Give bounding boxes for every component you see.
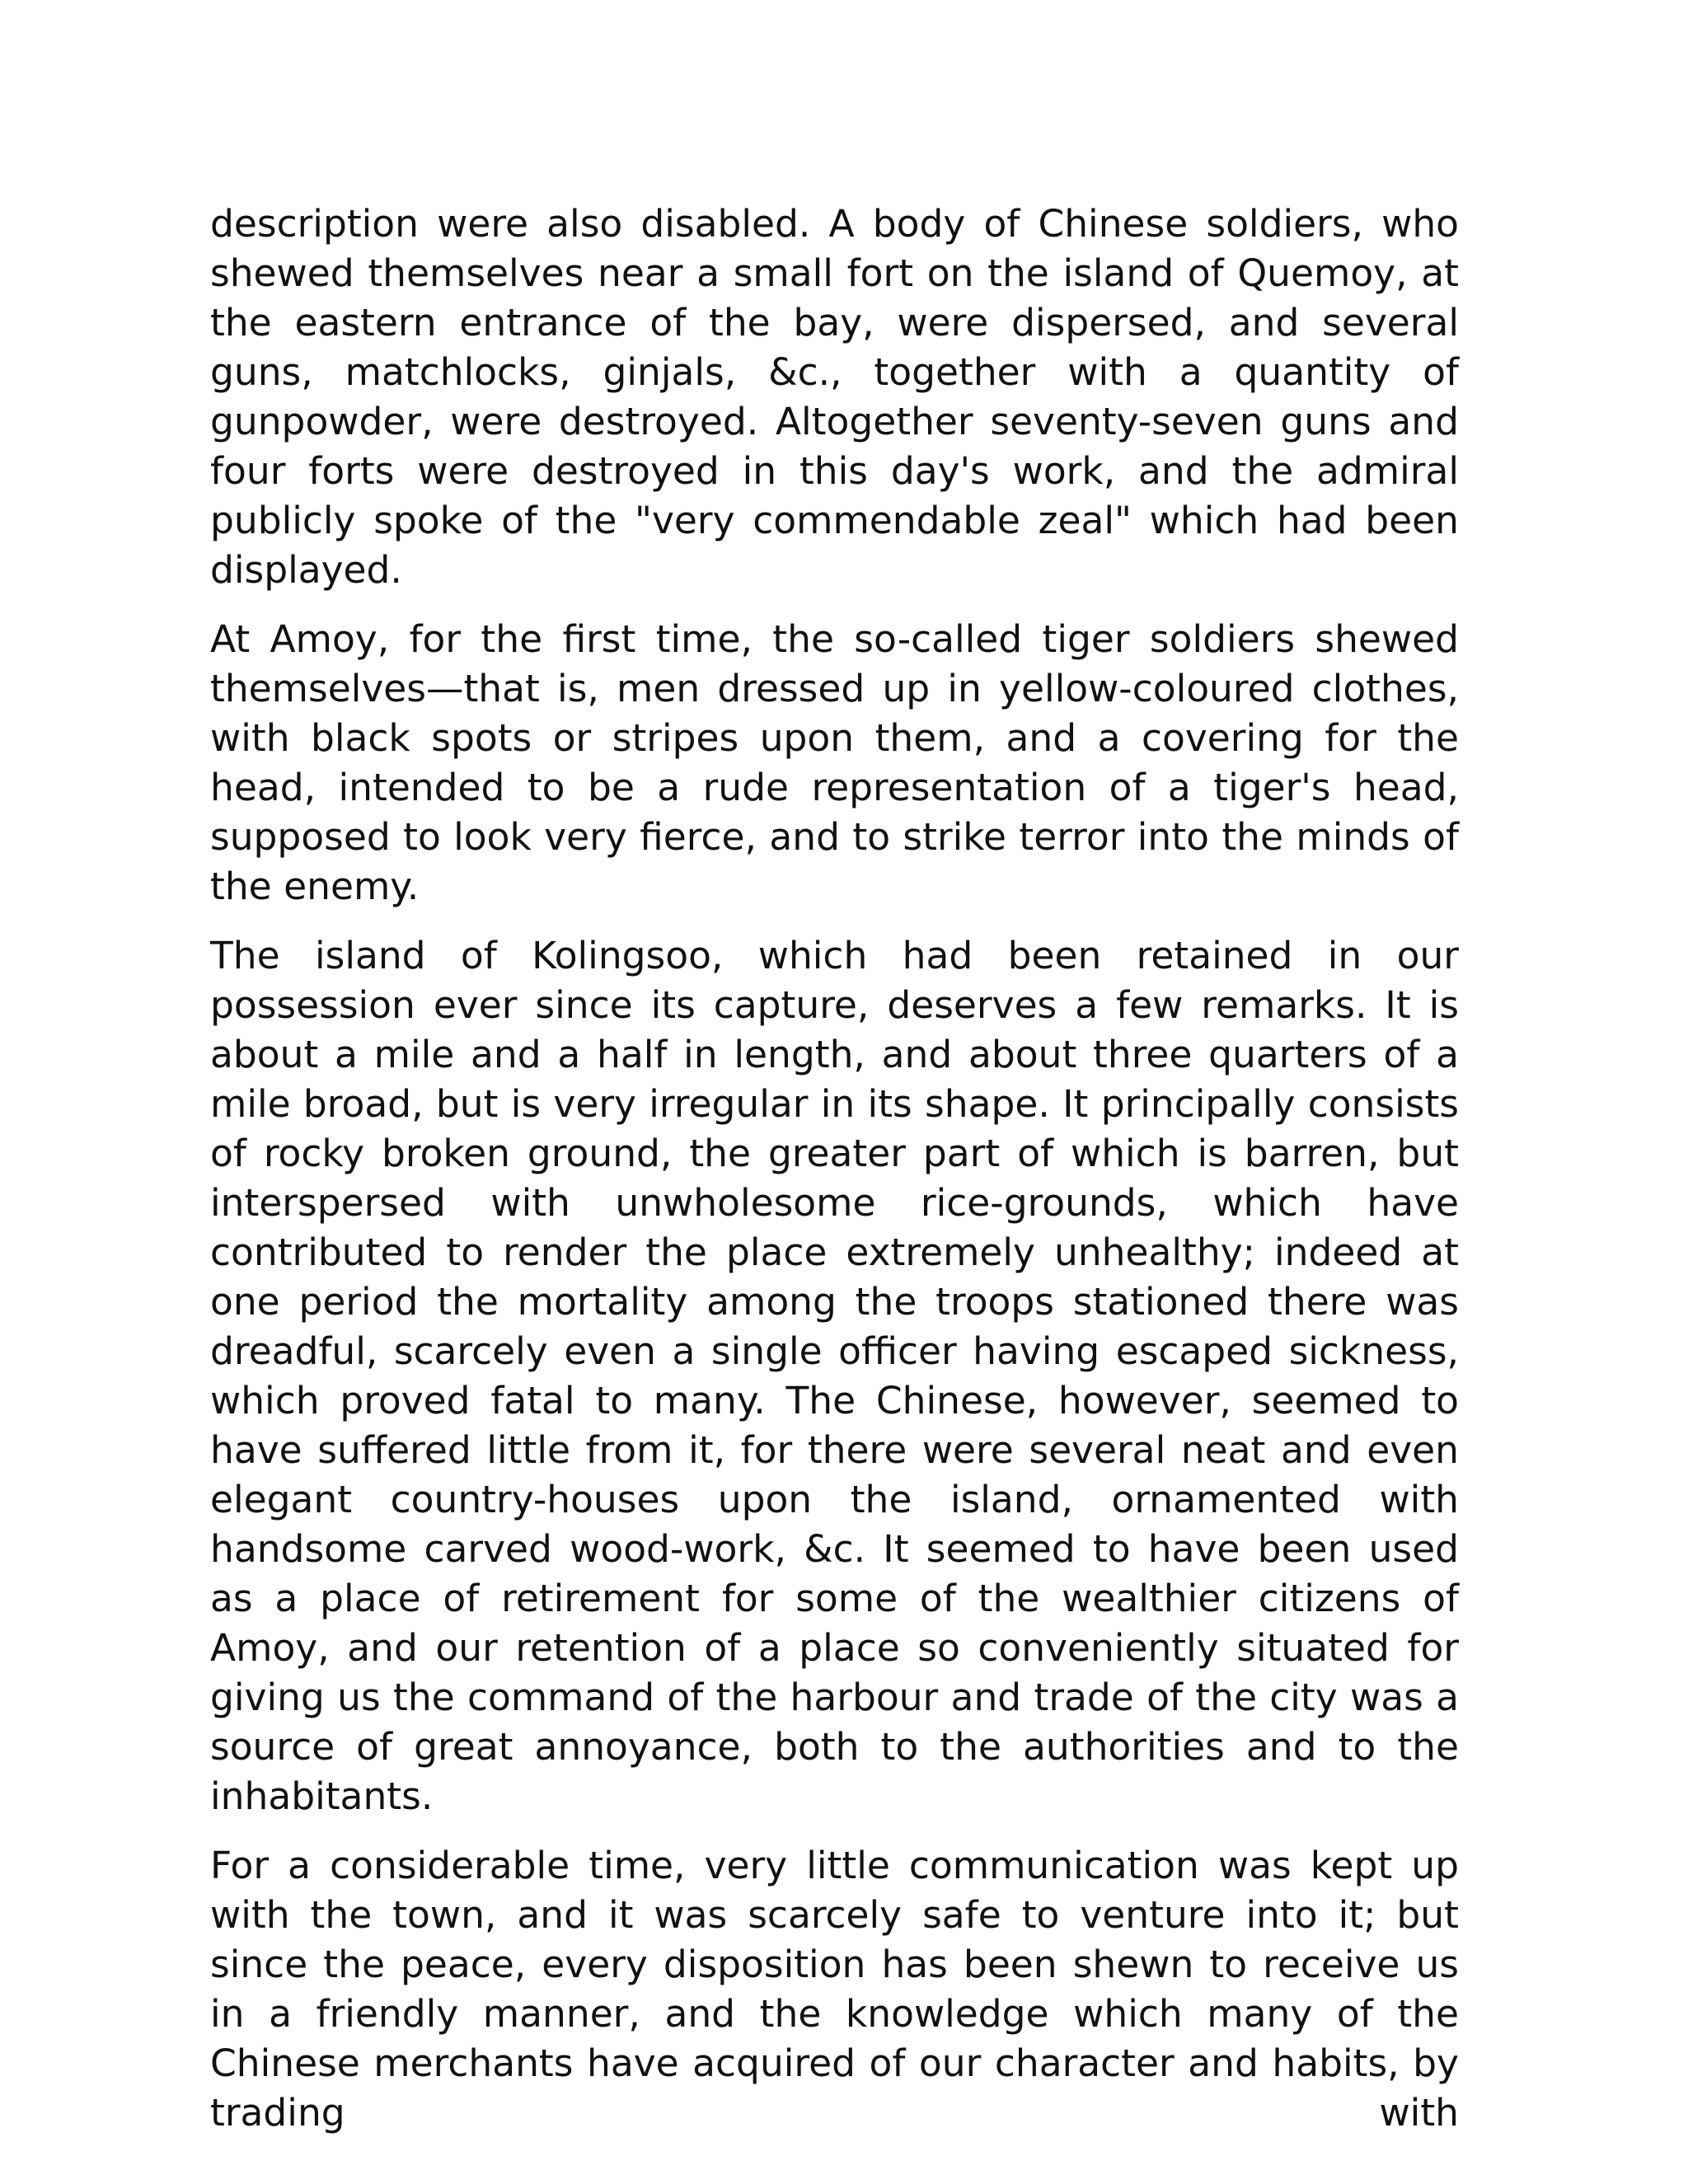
paragraph-3: The island of Kolingsoo, which had been retained in our possession ever since its capture, deserves a few remarks. It is about a mile and a half in length, and about three quarters of a mile broad, but is very irregular in its shape. It principally consists of rocky broken ground, the greater part of which is barren, but interspersed with unwholesome rice-grounds, which have contributed to render the place extremely unhealthy; indeed at one period the mortality among the troops stationed there was dreadful, scarcely even a single officer having escaped sickness, which proved fatal to many. The Chinese, however, seemed to have suffered little from it, for there were several neat and even elegant country-houses upon the island, ornamented with handsome carved wood-work, &c. It seemed to have been used as a place of retirement for some of the wealthier citizens of Amoy, and our retention of a place so conveniently situated for giving us the command of the harbour and trade of the city was a source of great annoyance, both to the authorities and to the inhabitants.	[210, 934, 1459, 1818]
body-text	[210, 199, 1459, 2158]
paragraph-2: At Amoy, for the first time, the so-called tiger soldiers shewed themselves—that is, men dressed up in yellow-coloured clothes, with black spots or stripes upon them, and a covering for the head, intended to be a rude representation of a tiger's head, supposed to look very fierce, and to strike terror into the minds of the enemy.	[210, 617, 1459, 908]
paragraph-4: For a considerable time, very little communication was kept up with the town, and it was scarcely safe to venture into it; but since the peace, every disposition has been shewn to receive us in a friendly manner, and the knowledge which many of the Chinese merchants have acquired of our character and habits, by trading with	[210, 1844, 1459, 2135]
paragraph-1: description were also disabled. A body of Chinese soldiers, who shewed themselves near a small fort on the island of Quemoy, at the eastern entrance of the bay, were dispersed, and several guns, matchlocks, ginjals, &c., together with a quantity of gunpowder, were destroyed. Altogether seventy-seven guns and four forts were destroyed in this day's work, and the admiral publicly spoke of the "very commendable zeal" which had been displayed.	[210, 202, 1459, 592]
